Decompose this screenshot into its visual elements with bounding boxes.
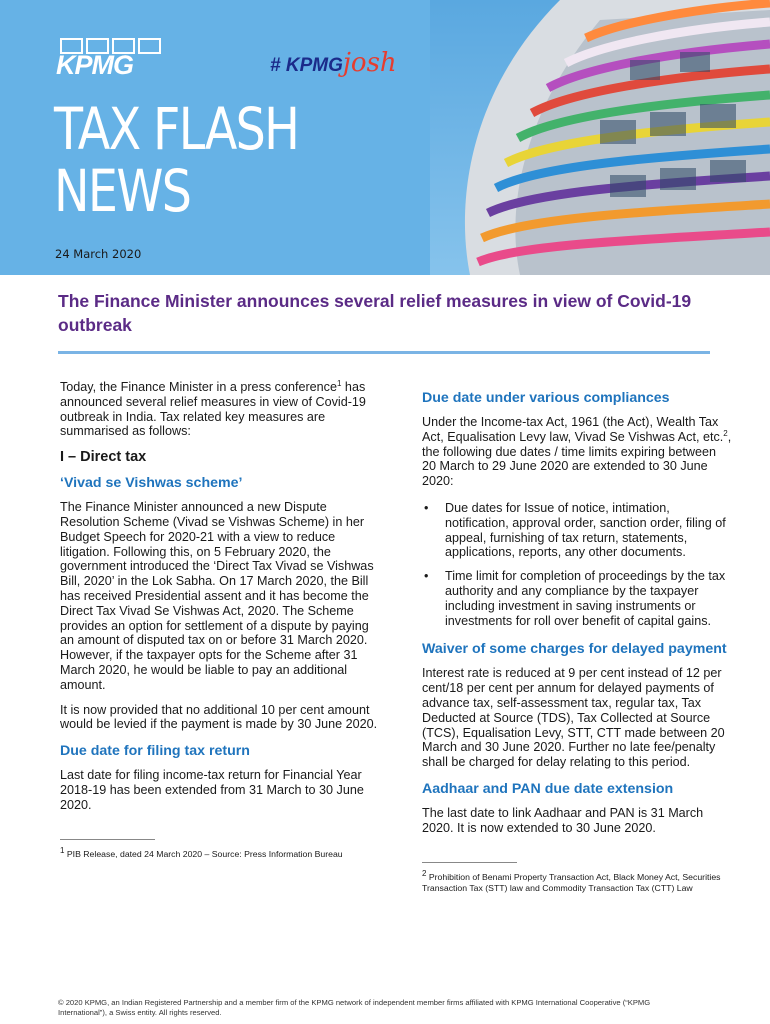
footnote-ref-2[interactable]: 2 bbox=[723, 428, 728, 438]
bullet-icon: • bbox=[424, 569, 429, 584]
header-banner bbox=[0, 0, 770, 275]
left-column bbox=[60, 380, 382, 823]
headline-divider bbox=[58, 351, 710, 354]
footnote-divider-right bbox=[422, 862, 517, 863]
compliance-text-a: Under the Income-tax Act, 1961 (the Act), Wealth Tax Act, Equalisation Levy law, Vivad Se Vishwas Act, etc. bbox=[422, 415, 724, 444]
bullet-icon: • bbox=[424, 500, 429, 515]
newsletter-title-line2: NEWS bbox=[54, 157, 191, 225]
bullet-text: Due dates for Issue of notice, intimation, notification, approval order, sanction order, filing of appeal, furnishing of tax return, statements, applications, reports, any other documents. bbox=[445, 500, 726, 560]
footnote-ref-1[interactable]: 1 bbox=[336, 378, 342, 388]
footnote-2-number: 2 bbox=[422, 869, 427, 879]
list-item bbox=[422, 501, 732, 560]
list-item bbox=[422, 569, 732, 628]
heading-filing-tax-return: Due date for filing tax return bbox=[60, 743, 250, 760]
aadhaar-paragraph: The last date to link Aadhaar and PAN is 31 March 2020. It is now extended to 30 June 2020. bbox=[422, 805, 704, 835]
heading-compliance-due-dates: Due date under various compliances bbox=[422, 390, 670, 406]
footnote-1 bbox=[60, 846, 380, 860]
bullet-text: Time limit for completion of proceedings by the tax authority and any compliance by the taxpayer including investment in saving instruments or investments for roll over benefit of capital gains. bbox=[445, 569, 726, 628]
intro-paragraph bbox=[60, 380, 382, 439]
intro-text-a: Today, the Finance Minister in a press conference bbox=[60, 380, 337, 394]
hashtag-prefix: # KPMG bbox=[270, 55, 343, 76]
heading-waiver-charges: Waiver of some charges for delayed payment bbox=[422, 641, 727, 658]
issue-date: 24 March 2020 bbox=[55, 247, 142, 261]
compliance-paragraph bbox=[422, 415, 732, 489]
footnote-2 bbox=[422, 869, 722, 893]
vivad-paragraph-2: It is now provided that no additional 10 per cent amount would be levied if the payment is made by 30 June 2020. bbox=[60, 702, 378, 732]
newsletter-title bbox=[54, 95, 299, 225]
filing-paragraph: Last date for filing income-tax return for Financial Year 2018-19 has been extended from 31 March to 30 June 2020. bbox=[60, 768, 364, 812]
kpmg-logo-text: KPMG bbox=[56, 50, 133, 80]
waiver-paragraph: Interest rate is reduced at 9 per cent instead of 12 per cent/18 per cent per annum for delayed payments of advance tax, self-assessment tax, regular tax, Tax Deducted at Source (TDS), Tax Collected at Source (TCS), Equalisation Levy, STT, CTT made between 20 March and 30 June 2020. Further no late fee/penalty shall be charged for delay relating to this period. bbox=[422, 666, 725, 770]
article-headline: The Finance Minister announces several relief measures in view of Covid-19 outbreak bbox=[58, 291, 692, 335]
section-heading-direct-tax: I – Direct tax bbox=[60, 449, 147, 466]
footnote-divider-left bbox=[60, 839, 155, 840]
compliance-text-b: , the following due dates / time limits expiring between 20 March to 29 June 2020 are extended to 30 June 2020: bbox=[422, 429, 732, 489]
vivad-paragraph-1: The Finance Minister announced a new Dispute Resolution Scheme (Vivad se Vishwas Scheme) in her Budget Speech for 2020-21 with a view to reduce litigation. Following this, on 5 February 2020, the government introduced the ‘Direct Tax Vivad se Vishwas Bill, 2020’ in the Lok Sabha. On 17 March 2020, the Bill has received Presidential assent and it has become the Direct Tax Vivad Se Vishwas Act, 2020. The Scheme provides an option for settlement of a dispute by paying an amount of disputed tax on or before 31 March 2020. However, if the taxpayer opts for the Scheme after 31 March 2020, he would be liable to pay an additional amount. bbox=[60, 500, 374, 692]
heading-vivad-scheme: ‘Vivad se Vishwas scheme’ bbox=[60, 475, 243, 492]
intro-text-b: has announced several relief measures in view of Covid-19 outbreak in India. Tax related key measures are summarised as follows: bbox=[60, 380, 366, 439]
copyright-notice: © 2020 KPMG, an Indian Registered Partnership and a member firm of the KPMG network of independent member firms affiliated with KPMG International Cooperative (“KPMG International”), a Swiss entity. All rights reserved. bbox=[58, 998, 651, 1017]
footnote-1-number: 1 bbox=[60, 846, 65, 856]
footnote-1-text: PIB Release, dated 24 March 2020 – Source: Press Information Bureau bbox=[64, 849, 343, 859]
kpmg-logo bbox=[56, 38, 160, 82]
footnote-2-text: Prohibition of Benami Property Transaction Act, Black Money Act, Securities Transaction Tax (STT) law and Commodity Transaction Tax (CTT) Law bbox=[422, 872, 721, 893]
right-column bbox=[422, 383, 732, 846]
heading-aadhaar-pan: Aadhaar and PAN due date extension bbox=[422, 780, 674, 797]
hashtag-josh: josh bbox=[342, 48, 397, 78]
kpmg-josh-hashtag bbox=[270, 48, 397, 78]
newsletter-title-line1: TAX FLASH bbox=[54, 95, 299, 163]
compliance-bullet-list bbox=[422, 501, 732, 628]
